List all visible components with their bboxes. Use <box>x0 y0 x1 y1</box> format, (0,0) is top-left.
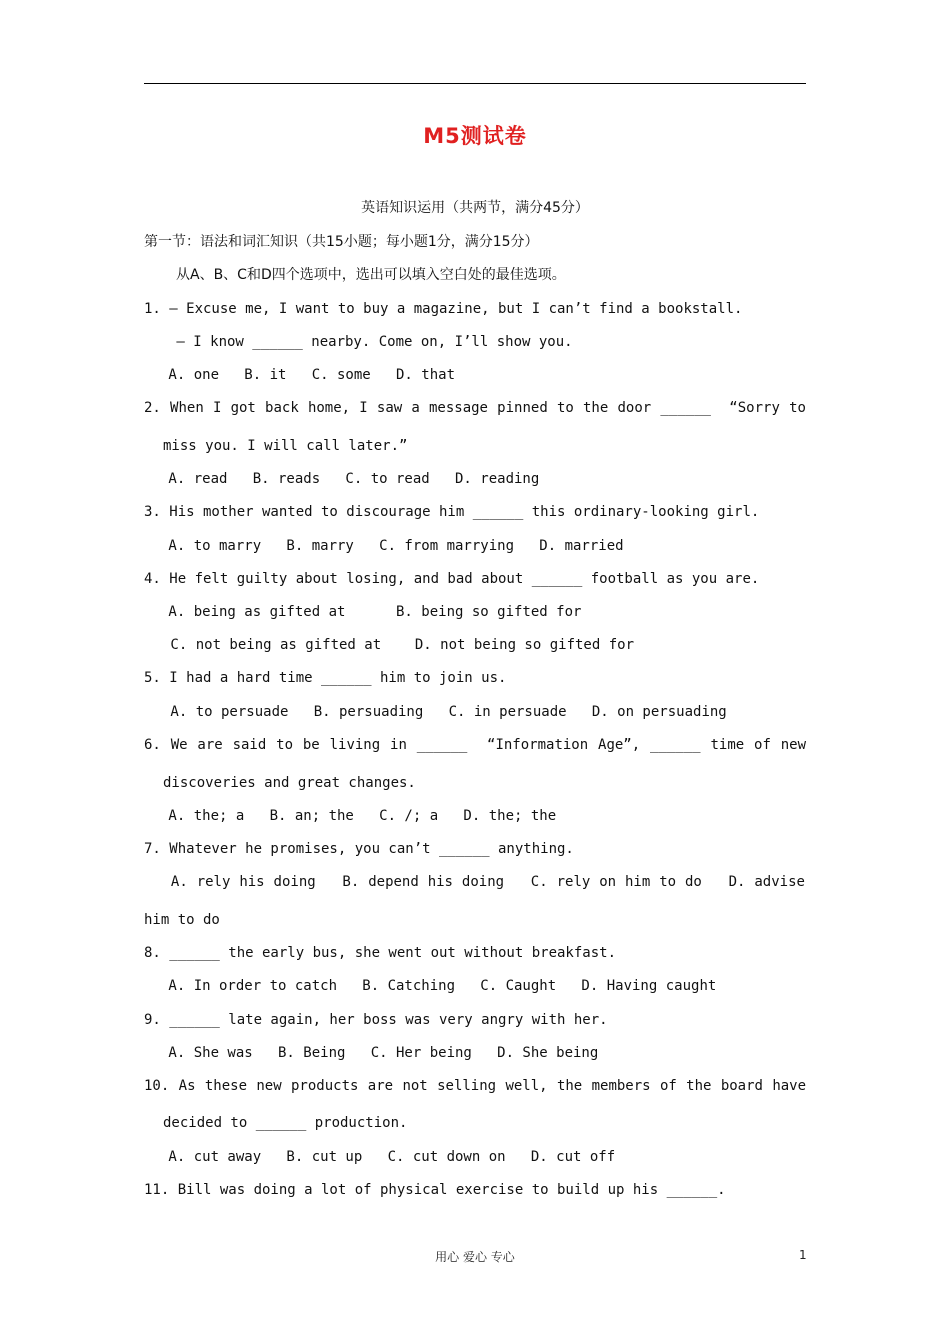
question-line: — I know ______ nearby. Come on, I’ll show you. <box>168 334 573 350</box>
options-line: A. to marry B. marry C. from marrying D. married <box>160 538 624 554</box>
question-line: miss you. I will call later.” <box>163 438 408 454</box>
instruction: 从A、B、C和D四个选项中，选出可以填入空白处的最佳选项。 <box>176 267 566 283</box>
options-line: A. In order to catch B. Catching C. Caught D. Having caught <box>160 978 717 994</box>
footer-text: 用心 爱心 专心 <box>435 1250 515 1264</box>
question-line: 6. We are said to be living in ______ “Information Age”, ______ time of new <box>144 737 807 753</box>
options-line: C. not being as gifted at D. not being so gifted for <box>162 637 635 653</box>
question-line: 1. — Excuse me, I want to buy a magazine, but I can’t find a bookstall. <box>144 301 743 317</box>
question-line: decided to ______ production. <box>163 1115 408 1131</box>
options-line: A. to persuade B. persuading C. in persuade D. on persuading <box>162 704 727 720</box>
question-line: 9. ______ late again, her boss was very angry with her. <box>144 1012 608 1028</box>
question-line: 8. ______ the early bus, she went out without breakfast. <box>144 945 617 961</box>
options-line: A. rely his doing B. depend his doing C. rely on him to do D. advise <box>162 874 805 890</box>
options-line: him to do <box>144 912 220 928</box>
top-rule <box>144 83 806 84</box>
section-heading: 英语知识运用（共两节，满分45分） <box>361 200 589 216</box>
page-number: 1 <box>799 1248 807 1262</box>
options-line: A. being as gifted at B. being so gifted for <box>160 604 582 620</box>
options-line: A. cut away B. cut up C. cut down on D. cut off <box>160 1149 616 1165</box>
options-line: A. the; a B. an; the C. /; a D. the; the <box>160 808 557 824</box>
options-line: A. She was B. Being C. Her being D. She being <box>160 1045 599 1061</box>
question-line: discoveries and great changes. <box>163 775 416 791</box>
options-line: A. one B. it C. some D. that <box>160 367 456 383</box>
question-line: 11. Bill was doing a lot of physical exercise to build up his ______. <box>144 1182 726 1198</box>
section-part: 第一节：语法和词汇知识（共15小题；每小题1分，满分15分） <box>144 234 539 250</box>
question-line: 7. Whatever he promises, you can’t ______ anything. <box>144 841 574 857</box>
question-line: 10. As these new products are not selling well, the members of the board have <box>144 1078 807 1094</box>
options-line: A. read B. reads C. to read D. reading <box>160 471 540 487</box>
question-line: 3. His mother wanted to discourage him ______ this ordinary-looking girl. <box>144 504 760 520</box>
question-line: 5. I had a hard time ______ him to join us. <box>144 670 507 686</box>
page-title: M5测试卷 <box>423 124 527 148</box>
question-line: 4. He felt guilty about losing, and bad about ______ football as you are. <box>144 571 760 587</box>
question-line: 2. When I got back home, I saw a message pinned to the door ______ “Sorry to <box>144 400 806 416</box>
